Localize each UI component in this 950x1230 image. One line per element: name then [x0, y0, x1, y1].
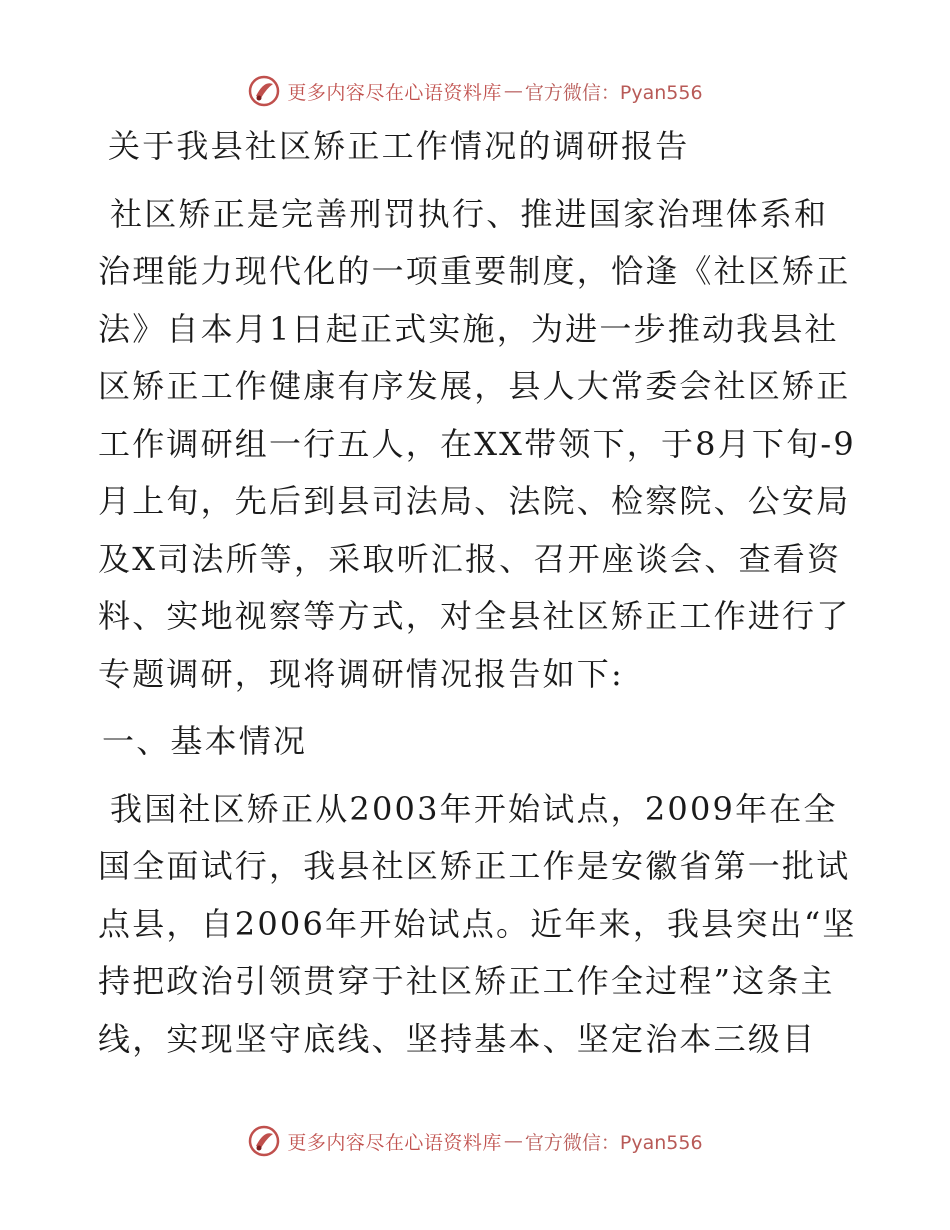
document-body [98, 118, 858, 1078]
document-title: 关于我县社区矫正工作情况的调研报告 [108, 127, 690, 165]
section-heading-basic-situation: 一、基本情况 [102, 722, 308, 760]
paragraph-basic-situation: 我国社区矫正从2003年开始试点，2009年在全国全面试行，我县社区矫正工作是安徽省第一批试点县，自2006年开始试点。近年来，我县突出“坚持把政治引领贯穿于社区矫正工作全过程”这条主线，实现坚守底线、坚持基本、坚定治本三级目 [98, 789, 857, 1058]
watermark-separator: — [503, 1130, 523, 1152]
watermark-separator: — [503, 80, 523, 102]
watermark-contact-text: 官方微信：Pyan556 [524, 81, 703, 104]
paragraph-intro: 社区矫正是完善刑罚执行、推进国家治理体系和治理能力现代化的一项重要制度，恰逢《社区矫正法》自本月1日起正式实施，为进一步推动我县社区矫正工作健康有序发展，县人大常委会社区矫正工作调研组一行五人，在XX带领下，于8月下旬-9月上旬，先后到县司法局、法院、检察院、公安局及X司法所等，采取听汇报、召开座谈会、查看资料、实地视察等方式，对全县社区矫正工作进行了专题调研，现将调研情况报告如下: [98, 194, 856, 693]
watermark-logo-icon [247, 74, 281, 108]
watermark-logo-icon [247, 1124, 281, 1158]
watermark-main-text: 更多内容尽在心语资料库 [287, 81, 502, 104]
watermark-main-text: 更多内容尽在心语资料库 [287, 1131, 502, 1154]
watermark-header [0, 71, 950, 111]
watermark-footer [0, 1121, 950, 1161]
watermark-contact-text: 官方微信：Pyan556 [524, 1131, 703, 1154]
